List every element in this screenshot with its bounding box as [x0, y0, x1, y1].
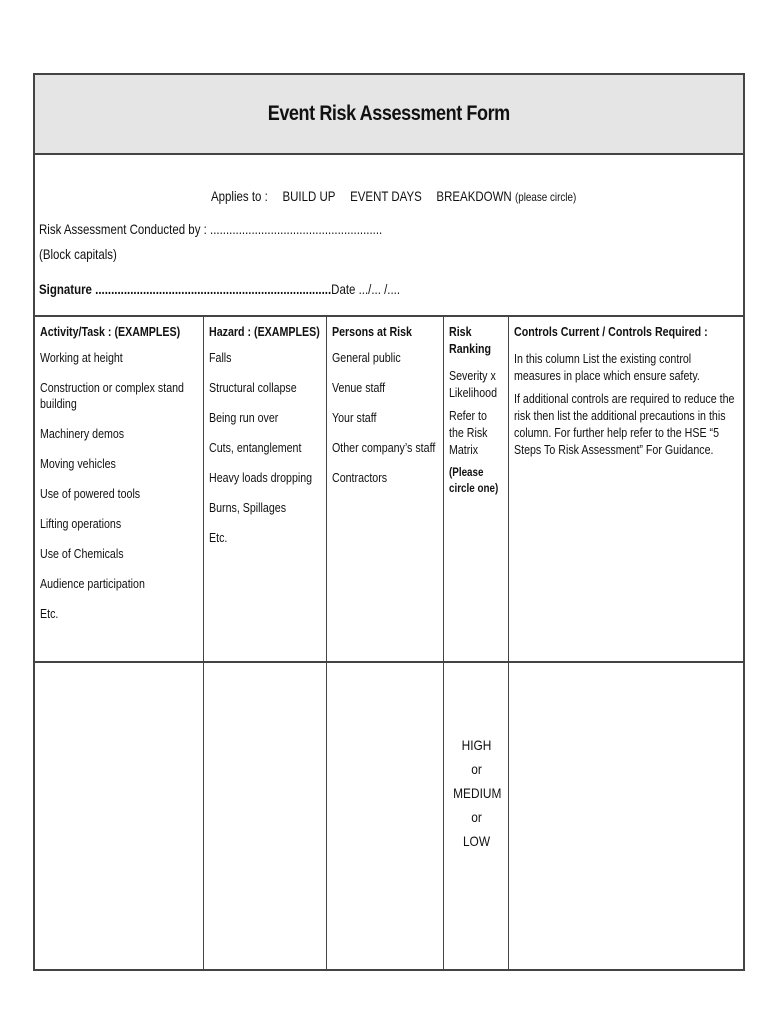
- risk-matrix-note: Refer to the Risk Matrix: [448, 408, 488, 457]
- form-info-section: [35, 155, 743, 317]
- hazard-header: Hazard : (EXAMPLES): [208, 324, 320, 339]
- option-breakdown[interactable]: BREAKDOWN: [436, 188, 512, 204]
- ranking-entry-cell[interactable]: [443, 662, 508, 970]
- severity-note: Severity x Likelihood: [448, 368, 497, 400]
- persons-column: [326, 317, 443, 662]
- list-item: Heavy loads dropping: [208, 470, 312, 485]
- list-item: Contractors: [331, 470, 387, 485]
- header-row: [35, 317, 743, 662]
- list-item: Construction or complex stand building: [40, 380, 184, 411]
- list-item: Venue staff: [331, 380, 385, 395]
- list-item: Your staff: [331, 410, 376, 425]
- persons-header: Persons at Risk: [331, 324, 412, 339]
- controls-instruction-1: In this column List the existing control measures in place which ensure safety.: [513, 351, 700, 383]
- please-circle-note: (please circle): [514, 190, 577, 204]
- list-item: Other company’s staff: [331, 440, 435, 455]
- title-bar: [35, 75, 743, 155]
- risk-assessment-form: [33, 73, 745, 971]
- ranking-header-line1: Risk: [448, 324, 472, 339]
- ranking-option-medium[interactable]: MEDIUM: [452, 785, 501, 801]
- signature-date-line: [39, 281, 400, 297]
- option-event-days[interactable]: EVENT DAYS: [350, 188, 422, 204]
- list-item: Use of powered tools: [40, 486, 141, 501]
- signature-field[interactable]: Signature ..........................................................................: [39, 281, 332, 297]
- ranking-option-low[interactable]: LOW: [462, 833, 490, 849]
- controls-column: [508, 317, 743, 662]
- please-circle-one-note: (Please circle one): [448, 465, 498, 495]
- ranking-or: or: [470, 809, 482, 825]
- list-item: Working at height: [40, 350, 123, 365]
- activity-column: [35, 317, 203, 662]
- persons-entry-cell[interactable]: [326, 662, 443, 970]
- ranking-column: [443, 317, 508, 662]
- applies-to-line: [211, 188, 588, 204]
- controls-entry-cell[interactable]: [508, 662, 743, 970]
- ranking-option-high[interactable]: HIGH: [461, 737, 491, 753]
- activity-entry-cell[interactable]: [35, 662, 203, 970]
- list-item: Moving vehicles: [40, 456, 116, 471]
- list-item: Structural collapse: [208, 380, 297, 395]
- list-item: Lifting operations: [40, 516, 122, 531]
- controls-header: Controls Current / Controls Required :: [513, 324, 708, 339]
- list-item: Machinery demos: [40, 426, 125, 441]
- list-item: Cuts, entanglement: [208, 440, 301, 455]
- hazard-column: [203, 317, 326, 662]
- list-item: General public: [331, 350, 401, 365]
- applies-label: Applies to :: [211, 188, 268, 204]
- assessment-table: [35, 317, 743, 970]
- list-item: Being run over: [208, 410, 278, 425]
- activity-header: Activity/Task : (EXAMPLES): [40, 324, 181, 339]
- conducted-by-field[interactable]: Risk Assessment Conducted by : ......................................................: [39, 221, 383, 237]
- list-item: Audience participation: [40, 576, 145, 591]
- list-item: Burns, Spillages: [208, 500, 286, 515]
- controls-instruction-2: If additional controls are required to reduce the risk then list the additional precautions in this column. For further help refer to the HSE “5 Steps To Risk Assessment” For Guidance.: [513, 391, 734, 457]
- list-item: Falls: [208, 350, 232, 365]
- entry-row: [35, 662, 743, 970]
- option-build-up[interactable]: BUILD UP: [282, 188, 336, 204]
- ranking-header-line2: Ranking: [448, 341, 491, 356]
- list-item: Etc.: [208, 530, 227, 545]
- block-capitals-note: (Block capitals): [39, 246, 117, 262]
- ranking-or: or: [470, 761, 482, 777]
- date-field[interactable]: Date .../... /....: [331, 281, 401, 297]
- list-item: Etc.: [40, 606, 59, 621]
- hazard-entry-cell[interactable]: [203, 662, 326, 970]
- list-item: Use of Chemicals: [40, 546, 124, 561]
- form-title: Event Risk Assessment Form: [267, 102, 511, 125]
